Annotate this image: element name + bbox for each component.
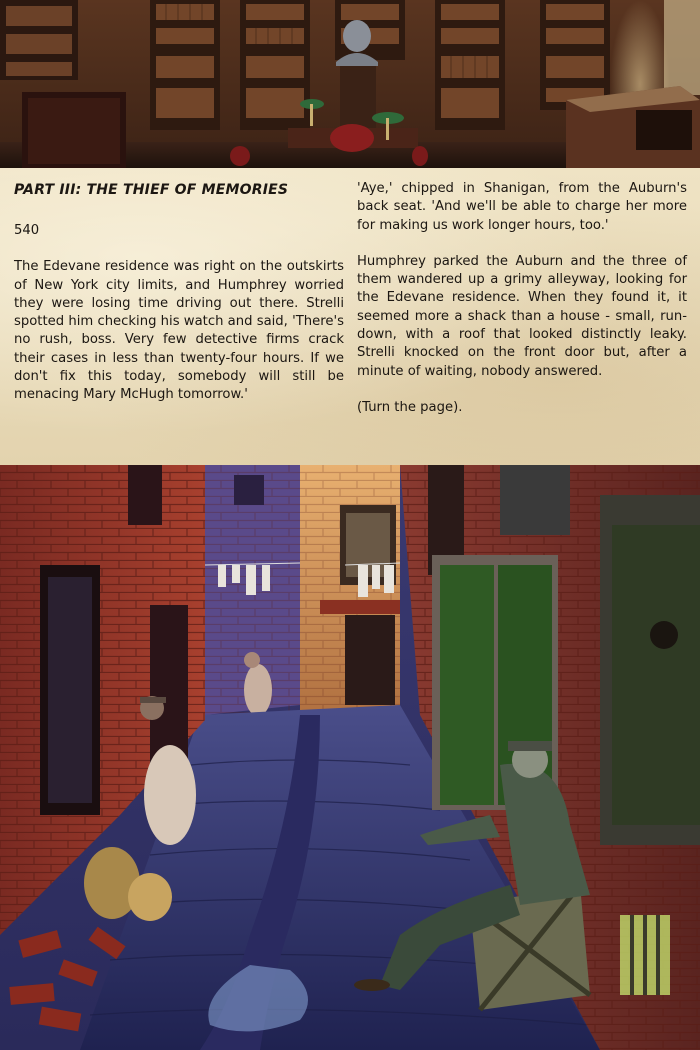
story-paragraph: Humphrey parked the Auburn and the three of them wandered up a grimy alleyway, looking for the Edevane residence. When they found it, it seemed more a shack than a house - small, run-down, with a roof that looked distinctly leaky. Strelli knocked on the front door but, after a minute of waiting, nobody answered. [357,253,687,379]
story-text-panel [0,168,700,465]
chapter-title: PART III: THE THIEF OF MEMORIES [14,182,289,198]
right-column [357,180,687,417]
section-number: 540 [14,223,40,238]
alleyway-illustration [0,465,700,1050]
story-paragraph: The Edevane residence was right on the outskirts of New York city limits, and Humphrey worried they were losing time driving out there. Strelli spotted him checking his watch and said, 'There's no rush, boss. Very few detective firms crack their cases in less than twenty-four hours. If we don't fix this today, somebody will still be menacing Mary McHugh tomorrow.' [14,259,344,403]
left-column [14,180,344,423]
story-paragraph: 'Aye,' chipped in Shanigan, from the Auburn's back seat. 'And we'll be able to charge her more for making us work longer hours, too.' [357,181,687,233]
turn-page-instruction[interactable]: (Turn the page). [357,399,463,415]
library-illustration [0,0,700,168]
